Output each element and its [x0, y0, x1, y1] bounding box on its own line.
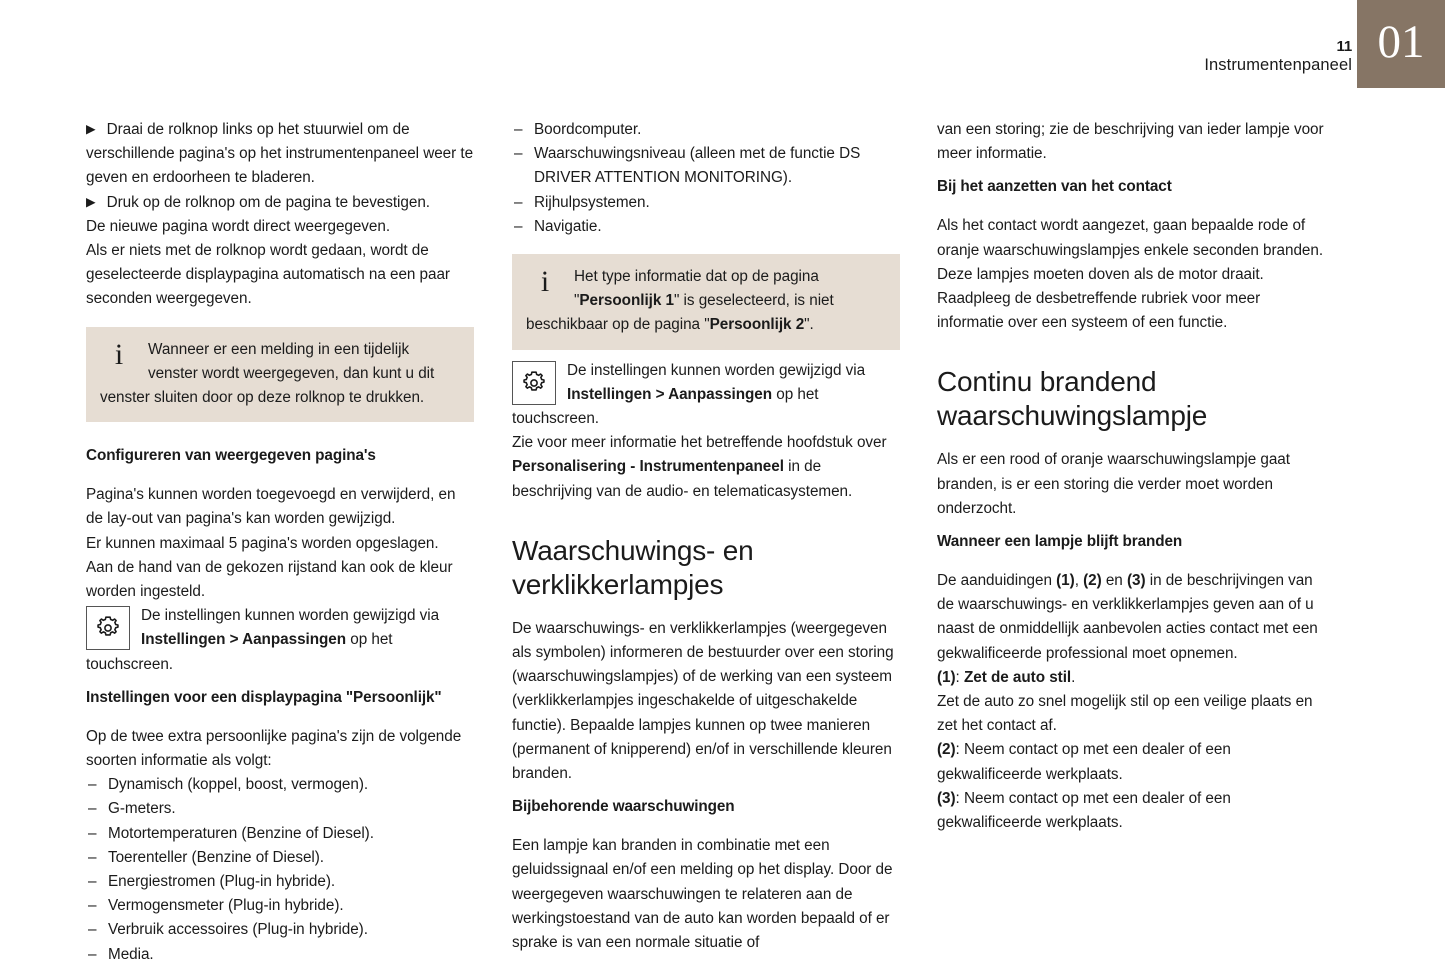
info-line-2: venster wordt weergegeven, dan kunt u dit — [148, 364, 435, 382]
item-1-description: Zet de auto zo snel mogelijk stil op een veilige plaats en zet het contact af. — [937, 693, 1313, 735]
instruction-step-2-text: Druk op de rolknop om de pagina te bevestigen. — [106, 193, 430, 211]
personalisering-bold: Personalisering - Instrumentenpaneel — [512, 458, 784, 476]
chapter-badge — [1357, 0, 1445, 88]
heading-continu-brandend: Continu brandend waarschuwingslampje — [937, 366, 1208, 432]
item-2 — [937, 738, 1325, 786]
aanduidingen-tail: in de beschrijvingen van de waarschuwings- en verklikkerlampjes geven aan of u naast de onmiddellijk aanbevolen acties contact met een gekwalificeerde professional moet opnemen. — [937, 572, 1318, 662]
info-line-1: Het type informatie dat op de pagina — [574, 268, 819, 286]
quote-open: " — [574, 292, 580, 310]
info-line-3: venster sluiten door op deze rolknop te drukken. — [100, 389, 425, 407]
item-2-label: (2) — [937, 741, 956, 759]
info-note-rolknop — [86, 327, 474, 423]
paragraph-rood-oranje-lampje: Als er een rood of oranje waarschuwingslampje gaat branden, is er een storing die verder moet worden onderzocht. — [937, 451, 1290, 517]
info-type-list-continued — [512, 118, 900, 239]
heading-configureren: Configureren van weergegeven pagina's — [86, 447, 376, 465]
paragraph-persoonlijke-paginas: Op de twee extra persoonlijke pagina's zijn de volgende soorten informatie als volgt: — [86, 727, 462, 770]
spacer — [86, 468, 474, 483]
heading-aanzetten-contact: Bij het aanzetten van het contact — [937, 178, 1172, 196]
triangle-right-icon: ▶ — [86, 194, 96, 209]
item-3 — [937, 787, 1325, 835]
persoonlijk-1-bold: Persoonlijk 1 — [579, 292, 674, 310]
heading-persoonlijk: Instellingen voor een displaypagina "Persoonlijk" — [86, 688, 442, 706]
gear-line-1: De instellingen kunnen worden gewijzigd via — [141, 607, 440, 625]
list-item: – Media. — [86, 943, 474, 967]
spacer — [86, 710, 474, 725]
list-item: – Dynamisch (koppel, boost, vermogen). — [86, 773, 474, 797]
info-line-3 — [526, 316, 814, 333]
page-number: 11 — [1336, 38, 1352, 55]
info-i-icon: i — [114, 337, 124, 371]
paragraph-new-page: De nieuwe pagina wordt direct weergegeven. — [86, 217, 391, 235]
item-1-period: . — [1071, 668, 1076, 686]
list-item: – Vermogensmeter (Plug-in hybride). — [86, 894, 474, 918]
sep-comma: , — [1074, 572, 1084, 590]
info-line-2-tail: " is geselecteerd, is niet — [673, 292, 834, 310]
list-item: – Navigatie. — [512, 215, 900, 239]
persoonlijk-2-bold: Persoonlijk 2 — [709, 316, 805, 334]
gear-note-instellingen-2 — [512, 359, 900, 432]
ref-3-bold: (3) — [1126, 572, 1146, 590]
instruction-step-2 — [86, 191, 474, 215]
paragraph-max-paginas: Er kunnen maximaal 5 pagina's worden opgeslagen. — [86, 534, 439, 552]
info-note-persoonlijk — [512, 254, 900, 350]
spacer — [937, 521, 1325, 530]
column-3 — [937, 118, 1325, 835]
item-1-sep: : — [955, 668, 964, 686]
info-line-2 — [526, 289, 886, 313]
paragraph-contact-aangezet: Als het contact wordt aangezet, gaan bepaalde rode of oranje waarschuwingslampjes enkele seconden branden. Deze lampjes moeten doven als de motor draait. — [937, 217, 1324, 283]
gear-line-2-tail: op het — [346, 631, 393, 649]
spacer — [937, 166, 1325, 175]
info-i-icon: i — [540, 265, 550, 299]
spacer — [937, 554, 1325, 569]
chapter-badge-number: 01 — [1377, 15, 1425, 68]
gear-line-3: touchscreen. — [86, 655, 173, 673]
spacer — [86, 312, 474, 327]
spacer — [937, 199, 1325, 214]
aanduidingen-head: De aanduidingen — [937, 572, 1057, 590]
header-text-block — [1204, 38, 1352, 75]
spacer — [937, 433, 1325, 448]
gear-line-3: touchscreen. — [512, 410, 599, 428]
ref-1-bold: (1) — [1056, 572, 1075, 590]
spacer — [512, 350, 900, 359]
item-1-label: (1) — [937, 668, 956, 686]
paragraph-raadpleeg-rubriek: Raadpleeg de desbetreffende rubriek voor meer informatie over een systeem of een functie. — [937, 290, 1261, 332]
paragraph-lampjes-uitleg: De waarschuwings- en verklikkerlampjes (weergegeven als symbolen) informeren de bestuurder over een storing (waarschuwingslampjes) of de werking van een systeem (verklikkerlampjes ingeschakelde of uitgeschakelde functie). Bepaalde lampjes kunnen op twee manieren (permanent of knipperend) en/of in verschillende kleuren branden. — [512, 619, 894, 783]
spacer — [512, 504, 900, 534]
gear-icon — [512, 361, 556, 405]
page-header — [0, 0, 1445, 88]
gear-path-bold-2: Instellingen > Aanpassingen — [567, 385, 773, 403]
paragraph-kleur-rijstand: Aan de hand van de gekozen rijstand kan ook de kleur worden ingesteld. — [86, 558, 453, 601]
zie-head: Zie voor meer informatie het betreffende hoofdstuk over — [512, 434, 887, 452]
info-line-3-head: beschikbaar op de pagina " — [526, 316, 710, 334]
item-3-text: : Neem contact op met een dealer of een gekwalificeerde werkplaats. — [937, 789, 1231, 832]
paragraph-paginas-toevoegen: Pagina's kunnen worden toegevoegd en verwijderd, en de lay-out van pagina's kan worden gewijzigd. — [86, 486, 456, 528]
item-1-heading — [937, 666, 1325, 690]
gear-note-instellingen-1 — [86, 604, 474, 677]
item-3-label: (3) — [937, 789, 956, 807]
gear-line-2-tail: op het — [772, 385, 819, 403]
list-item: – Motortemperaturen (Benzine of Diesel). — [86, 822, 474, 846]
item-1-bold-text: Zet de auto stil — [963, 668, 1072, 686]
spacer — [512, 602, 900, 617]
paragraph-auto-display: Als er niets met de rolknop wordt gedaan, wordt de geselecteerde displaypagina automatisch na een paar seconden weergegeven. — [86, 242, 450, 308]
zie-tail: in de beschrijving van de audio- en telematicasystemen. — [512, 458, 853, 500]
paragraph-storing-continued: van een storing; zie de beschrijving van ieder lampje voor meer informatie. — [937, 121, 1324, 163]
gear-line-2 — [86, 628, 474, 652]
triangle-right-icon: ▶ — [86, 122, 96, 136]
page-columns — [0, 118, 1445, 963]
info-note-rolknop-text — [100, 338, 460, 411]
info-type-list — [86, 773, 474, 967]
list-item: – Toerenteller (Benzine of Diesel). — [86, 846, 474, 870]
list-item: – Boordcomputer. — [512, 118, 900, 142]
info-line-3-tail: ". — [804, 316, 814, 334]
list-item: – Rijhulpsystemen. — [512, 191, 900, 215]
spacer — [512, 819, 900, 834]
info-note-persoonlijk-text — [526, 265, 886, 338]
list-item: – Energiestromen (Plug-in hybride). — [86, 870, 474, 894]
list-item: – Waarschuwingsniveau (alleen met de functie DS DRIVER ATTENTION MONITORING). — [512, 142, 900, 190]
heading-bijbehorende-waarschuwingen: Bijbehorende waarschuwingen — [512, 798, 735, 816]
heading-waarschuwings-verklikkerlampjes: Waarschuwings- en verklikkerlampjes — [512, 534, 754, 600]
list-item: – G-meters. — [86, 797, 474, 821]
list-item: – Verbruik accessoires (Plug-in hybride). — [86, 918, 474, 942]
info-line-1: Wanneer er een melding in een tijdelijk — [148, 340, 410, 358]
ref-2-bold: (2) — [1083, 572, 1102, 590]
gear-note-text-1 — [86, 604, 474, 677]
column-2 — [512, 118, 900, 955]
gear-icon — [86, 606, 130, 650]
paragraph-zie-personalisering — [512, 431, 900, 504]
instruction-step-1-text: Draai de rolknop links op het stuurwiel om de verschillende pagina's op het instrumentenpaneel weer te geven en erdoorheen te bladeren. — [86, 121, 474, 187]
spacer — [937, 335, 1325, 365]
gear-line-2 — [512, 383, 900, 407]
spacer — [86, 677, 474, 686]
column-1 — [86, 118, 474, 967]
spacer — [86, 422, 474, 444]
gear-line-1: De instellingen kunnen worden gewijzigd via — [567, 361, 866, 379]
sep-en: en — [1101, 572, 1127, 590]
paragraph-geluidssignaal: Een lampje kan branden in combinatie met een geluidssignaal en/of een melding op het display. Door de weergegeven waarschuwingen te relateren aan de werkingstoestand van de auto kan worden bepaald of er sprake is van een normale situatie of — [512, 837, 893, 952]
heading-wanneer-lampje-blijft: Wanneer een lampje blijft branden — [937, 533, 1183, 551]
spacer — [512, 786, 900, 795]
paragraph-aanduidingen — [937, 569, 1325, 666]
spacer — [512, 239, 900, 254]
gear-path-bold-1: Instellingen > Aanpassingen — [141, 631, 347, 649]
item-2-text: : Neem contact op met een dealer of een gekwalificeerde werkplaats. — [937, 741, 1231, 783]
gear-note-text-2 — [512, 359, 900, 432]
instruction-step-1 — [86, 118, 474, 191]
chapter-title: Instrumentenpaneel — [1204, 56, 1352, 74]
